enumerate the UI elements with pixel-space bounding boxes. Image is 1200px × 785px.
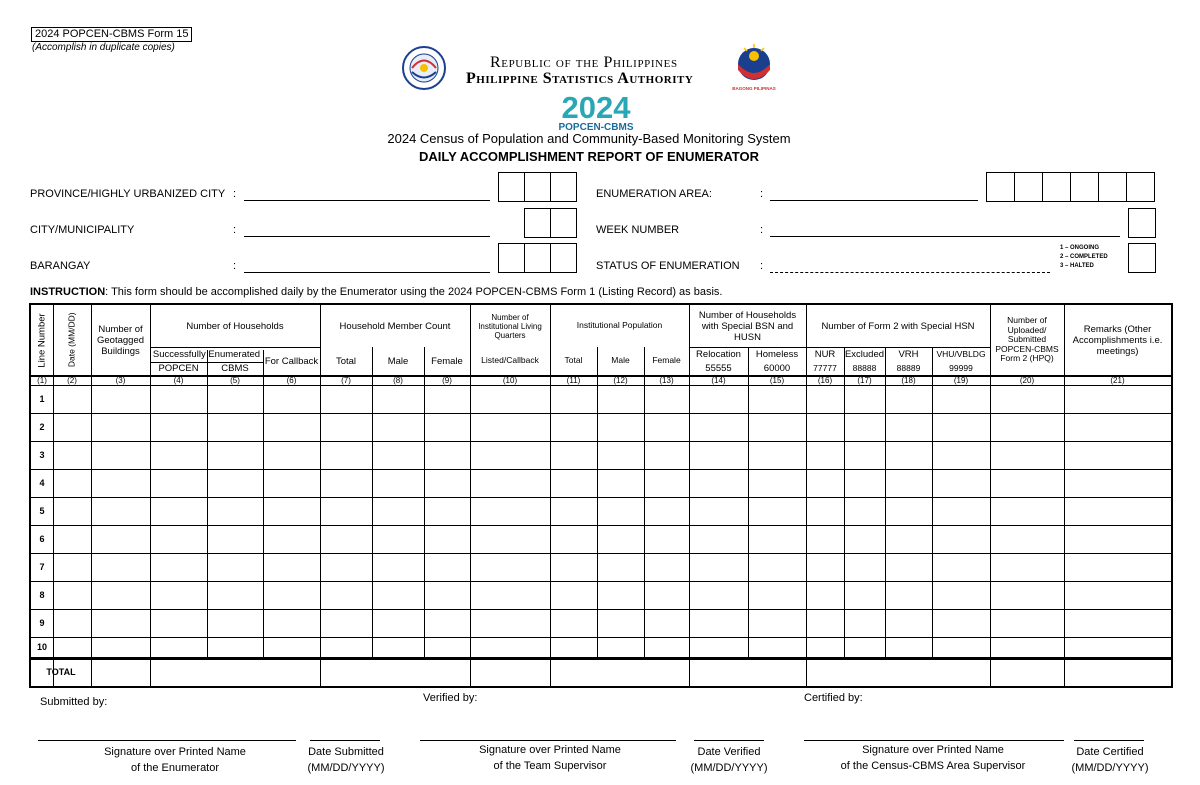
status-box[interactable] bbox=[1129, 243, 1156, 273]
barangay-label: BARANGAY bbox=[30, 260, 91, 272]
instruction-label: INSTRUCTION bbox=[30, 286, 106, 298]
vrh-header: VRH bbox=[898, 349, 919, 360]
column-number: (15) bbox=[769, 376, 785, 385]
column-number: (4) bbox=[173, 376, 184, 385]
column-number: (12) bbox=[613, 376, 628, 385]
column-number: (6) bbox=[286, 376, 297, 385]
colon: : bbox=[233, 224, 237, 236]
row-number: 3 bbox=[39, 449, 45, 460]
listed-callback-header: Listed/Callback bbox=[481, 355, 539, 366]
barangay-code-boxes[interactable] bbox=[499, 243, 577, 273]
city-field[interactable] bbox=[244, 236, 490, 237]
column-number: (13) bbox=[659, 376, 674, 385]
week-label: WEEK NUMBER bbox=[596, 224, 680, 236]
special-bsn-header: Number of Households with Special BSN and HUSN bbox=[698, 309, 797, 343]
inst-population-header: Institutional Population bbox=[576, 320, 663, 331]
status-label: STATUS OF ENUMERATION bbox=[596, 260, 740, 272]
popcen-cbms-2024-logo-icon bbox=[554, 90, 638, 134]
area-supervisor-signature-line[interactable] bbox=[804, 740, 1064, 741]
column-number: (21) bbox=[1110, 376, 1125, 385]
logo-popcen-text: POPCEN-CBMS bbox=[558, 122, 634, 133]
column-number: (9) bbox=[442, 376, 452, 385]
geotagged-header: Number of Geotagged Buildings bbox=[97, 323, 145, 357]
column-number: (2) bbox=[67, 376, 77, 385]
bagong-pilipinas-text: BAGONG PILIPINAS bbox=[732, 86, 776, 91]
barangay-field[interactable] bbox=[244, 272, 490, 273]
hh-male-header: Male bbox=[387, 355, 409, 367]
row-number: 1 bbox=[39, 393, 45, 404]
row-number: 7 bbox=[39, 561, 45, 572]
colon: : bbox=[233, 188, 237, 200]
ea-label: ENUMERATION AREA: bbox=[596, 188, 712, 200]
province-code-boxes[interactable] bbox=[499, 172, 577, 202]
week-field[interactable] bbox=[770, 236, 1120, 237]
column-number: (7) bbox=[341, 376, 351, 385]
census-title: 2024 Census of Population and Community-Based Monitoring System bbox=[387, 131, 791, 146]
vhu-code: 99999 bbox=[949, 362, 973, 373]
ip-female-header: Female bbox=[652, 355, 681, 366]
column-number: (16) bbox=[817, 376, 833, 385]
certified-by-label: Certified by: bbox=[804, 692, 863, 704]
ip-total-header: Total bbox=[564, 355, 583, 366]
line-number-header: Line Number bbox=[36, 312, 48, 368]
popcen-header: POPCEN bbox=[158, 363, 199, 374]
colon: : bbox=[760, 260, 764, 272]
status-legend bbox=[1060, 244, 1108, 271]
instruction-text: : This form should be accomplished daily by the Enumerator using the 2024 POPCEN-CBMS Form 1 (Listing Record) as basis. bbox=[105, 286, 723, 298]
households-header: Number of Households bbox=[186, 320, 284, 332]
row-number: 6 bbox=[39, 533, 45, 544]
row-number: 8 bbox=[39, 589, 45, 600]
republic-title: Republic of the Philippines bbox=[490, 54, 678, 71]
logo-2024-text: 2024 bbox=[561, 90, 631, 125]
ea-code-boxes[interactable] bbox=[987, 172, 1155, 202]
date-header: Date (MM/DD) bbox=[66, 312, 77, 368]
form2-hsn-header: Number of Form 2 with Special HSN bbox=[821, 320, 975, 332]
psa-title: Philippine Statistics Authority bbox=[466, 70, 694, 87]
colon: : bbox=[233, 260, 237, 272]
column-number: (11) bbox=[566, 376, 581, 385]
column-number: (19) bbox=[953, 376, 969, 385]
colon: : bbox=[760, 224, 764, 236]
relocation-header: Relocation bbox=[696, 349, 741, 360]
date-verified-caption: Date Verified (MM/DD/YYYY) bbox=[690, 746, 768, 774]
household-member-header: Household Member Count bbox=[339, 320, 451, 332]
nur-header: NUR bbox=[814, 349, 836, 360]
accomplish-note: (Accomplish in duplicate copies) bbox=[32, 42, 175, 53]
row-number: 4 bbox=[39, 477, 45, 488]
date-certified-caption: Date Certified (MM/DD/YYYY) bbox=[1071, 746, 1149, 774]
remarks-header: Remarks (Other Accomplishments i.e. meetings) bbox=[1072, 323, 1163, 357]
city-label: CITY/MUNICIPALITY bbox=[30, 224, 135, 236]
date-submitted-line[interactable] bbox=[310, 740, 380, 741]
uploaded-header: Number of Uploaded/ Submitted POPCEN-CBMS Form 2 (HPQ) bbox=[995, 315, 1059, 364]
row-number: 2 bbox=[39, 421, 45, 432]
row-number: 5 bbox=[39, 505, 45, 516]
colon: : bbox=[760, 188, 764, 200]
column-number: (3) bbox=[115, 376, 126, 385]
date-submitted-caption: Date Submitted (MM/DD/YYYY) bbox=[307, 746, 385, 774]
submitted-by-label: Submitted by: bbox=[40, 696, 108, 708]
status-field[interactable] bbox=[770, 272, 1050, 273]
ea-field[interactable] bbox=[770, 200, 978, 201]
for-callback-header: For Callback bbox=[264, 355, 319, 367]
column-number: (10) bbox=[502, 376, 518, 385]
cbms-header: CBMS bbox=[221, 363, 249, 374]
column-number: (8) bbox=[393, 376, 403, 385]
date-verified-line[interactable] bbox=[694, 740, 764, 741]
verified-by-label: Verified by: bbox=[423, 692, 478, 704]
instruction bbox=[30, 286, 722, 298]
status-legend-item: 3 – HALTED bbox=[1060, 263, 1094, 269]
row-number: 9 bbox=[39, 617, 45, 628]
date-certified-line[interactable] bbox=[1074, 740, 1144, 741]
area-supervisor-signature-caption: Signature over Printed Name of the Census-CBMS Area Supervisor bbox=[840, 744, 1026, 772]
inst-living-header: Number of Institutional Living Quarters bbox=[478, 312, 542, 340]
vrh-code: 88889 bbox=[896, 362, 921, 373]
excluded-header: Excluded bbox=[844, 349, 885, 360]
accomplishment-table bbox=[29, 303, 1173, 688]
column-number: (1) bbox=[37, 376, 47, 385]
column-number: (18) bbox=[901, 376, 916, 385]
vhu-header: VHU/VBLDG bbox=[936, 348, 986, 359]
bagong-pilipinas-logo-icon bbox=[729, 42, 779, 92]
status-legend-item: 1 – ONGOING bbox=[1060, 245, 1100, 251]
province-field[interactable] bbox=[244, 200, 490, 201]
supervisor-signature-caption: Signature over Printed Name of the Team Supervisor bbox=[479, 744, 621, 772]
hh-female-header: Female bbox=[431, 355, 463, 367]
supervisor-signature-line[interactable] bbox=[420, 740, 676, 741]
enumerator-signature-caption: Signature over Printed Name of the Enumerator bbox=[104, 746, 246, 774]
row-number: 10 bbox=[36, 641, 47, 652]
relocation-code: 55555 bbox=[705, 363, 732, 374]
total-row-label: TOTAL bbox=[46, 667, 76, 677]
status-legend-item: 2 – COMPLETED bbox=[1060, 254, 1108, 260]
nur-code: 77777 bbox=[813, 362, 837, 373]
ip-male-header: Male bbox=[611, 355, 630, 366]
report-title: DAILY ACCOMPLISHMENT REPORT OF ENUMERATOR bbox=[419, 149, 759, 164]
city-code-boxes[interactable] bbox=[525, 208, 577, 238]
hh-total-header: Total bbox=[335, 355, 357, 367]
form-number: 2024 POPCEN-CBMS Form 15 bbox=[31, 27, 192, 42]
successfully-enumerated-header: Successfully Enumerated bbox=[152, 349, 261, 360]
column-number: (14) bbox=[711, 376, 726, 385]
column-number: (20) bbox=[1019, 376, 1035, 385]
homeless-code: 60000 bbox=[763, 363, 791, 374]
column-number: (5) bbox=[230, 376, 240, 385]
week-box[interactable] bbox=[1129, 208, 1156, 238]
excluded-code: 88888 bbox=[852, 362, 877, 373]
enumerator-signature-line[interactable] bbox=[38, 740, 296, 741]
column-number: (17) bbox=[857, 376, 872, 385]
psa-logo-icon bbox=[398, 45, 450, 91]
homeless-header: Homeless bbox=[755, 349, 799, 360]
province-label: PROVINCE/HIGHLY URBANIZED CITY bbox=[30, 188, 226, 200]
